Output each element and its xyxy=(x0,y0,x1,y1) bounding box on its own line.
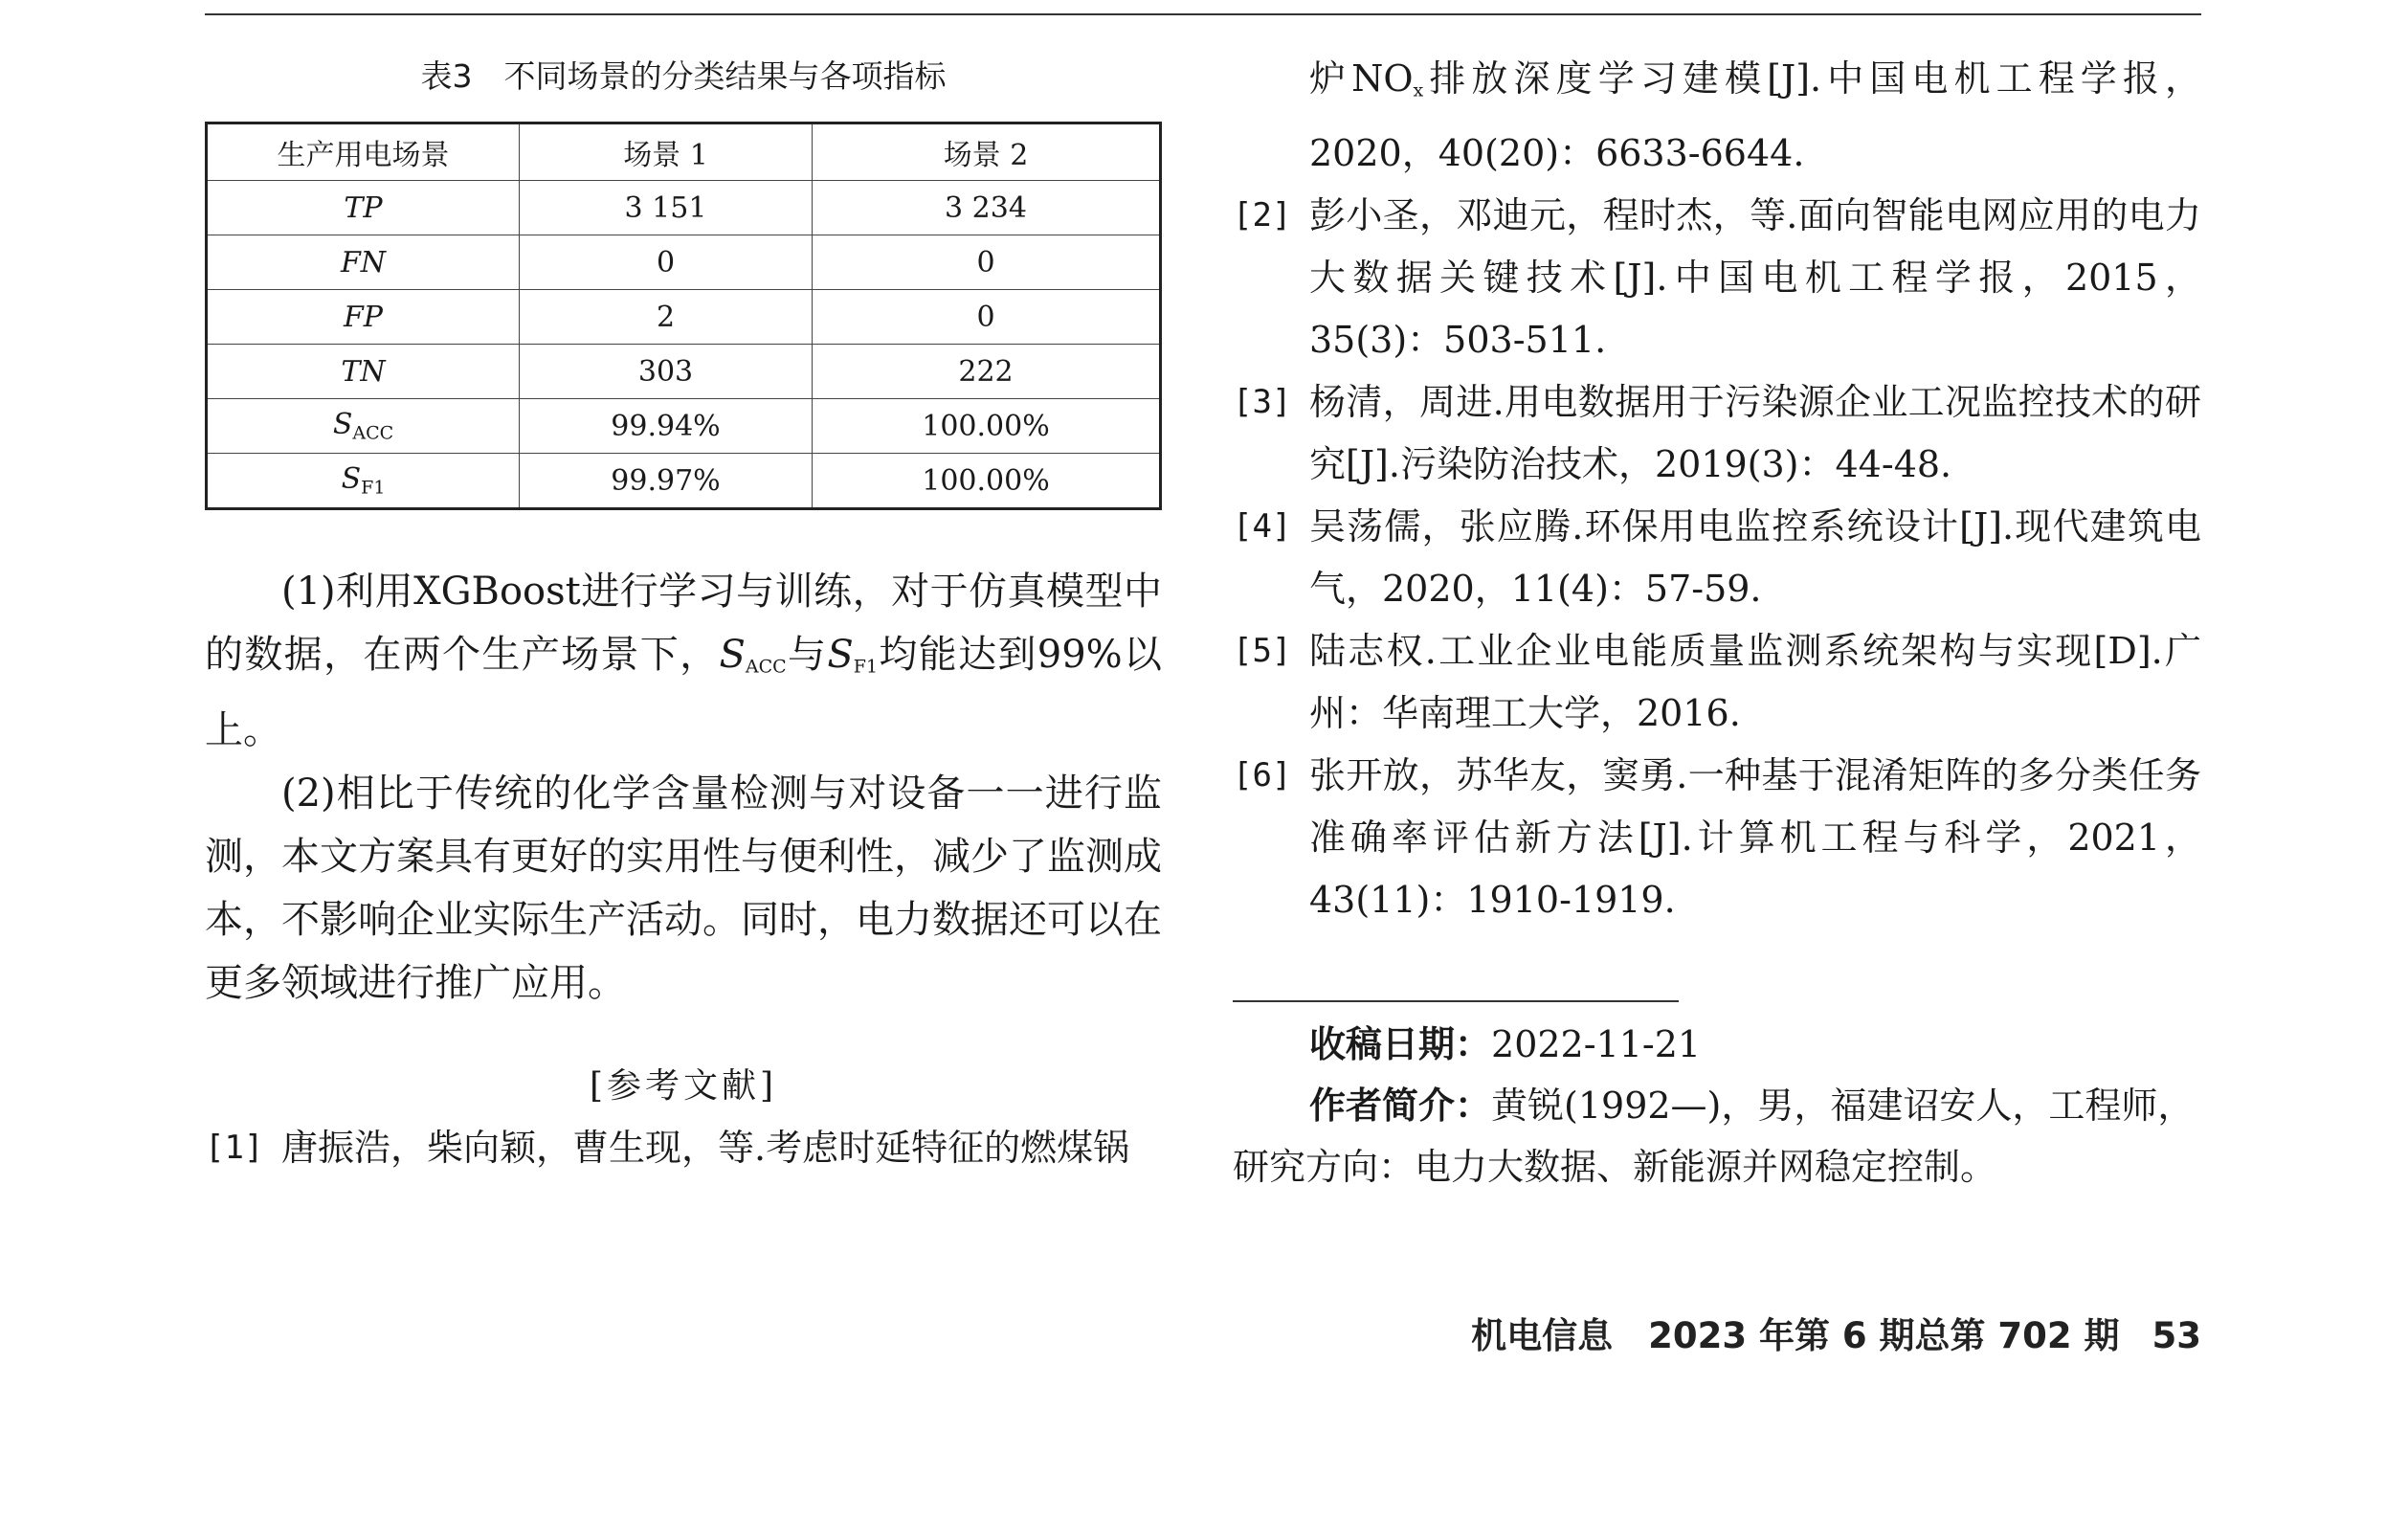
table-cell: 222 xyxy=(813,345,1161,399)
reference-number: [1] xyxy=(205,1128,264,1167)
reference-item-continued xyxy=(1233,48,2201,185)
symbol-main: S xyxy=(341,462,362,497)
conclusion-paragraph-1: (1)利用XGBoost进行学习与训练，对于仿真模型中的数据，在两个生产场景下，$S_{ACC}$与$S_{F1}$均能达到99%以上。 xyxy=(205,570,1163,752)
table-cell: 3 234 xyxy=(813,181,1161,235)
journal-issue: 机电信息 2023 年第 6 期总第 702 期 xyxy=(1471,1315,2120,1356)
row-label-tp: TP xyxy=(207,181,520,235)
reference-item xyxy=(1233,185,2201,371)
row-label-sacc xyxy=(207,399,520,454)
symbol-subscript: F1 xyxy=(853,656,879,678)
symbol-subscript: ACC xyxy=(745,656,787,678)
reference-text: 张开放，苏华友，窦勇.一种基于混淆矩阵的多分类任务准确率评估新方法[J].计算机工程与科学，2021，43(11)：1910-1919. xyxy=(1309,753,2201,921)
row-label-fp: FP xyxy=(207,290,520,345)
reference-item xyxy=(1233,745,2201,931)
reference-text: 彭小圣，邓迪元，程时杰，等.面向智能电网应用的电力大数据关键技术[J].中国电机工程学报，2015，35(3)：503-511. xyxy=(1309,193,2201,361)
table-row xyxy=(207,235,1161,290)
page-footer xyxy=(1471,1307,2201,1358)
table-header-cell: 生产用电场景 xyxy=(207,123,520,181)
reference-text: 炉$NO_x$排放深度学习建模[J].中国电机工程学报，2020，40(20)：6633-6644. xyxy=(1309,57,2202,174)
table-header-row xyxy=(207,123,1161,181)
row-label-sf1 xyxy=(207,454,520,509)
row-label-fn: FN xyxy=(207,235,520,290)
table-header-cell: 场景 2 xyxy=(813,123,1161,181)
reference-number: [4] xyxy=(1233,506,1292,546)
table-row xyxy=(207,181,1161,235)
symbol-subscript: F1 xyxy=(361,477,386,499)
table-cell: 303 xyxy=(520,345,813,399)
reference-item xyxy=(1233,371,2201,496)
symbol-main: S xyxy=(719,633,746,677)
header-rule xyxy=(205,13,2201,15)
symbol-main: S xyxy=(332,408,353,442)
reference-item xyxy=(205,1117,1162,1179)
reference-item xyxy=(1233,496,2201,620)
table-cell: 3 151 xyxy=(520,181,813,235)
conclusion-paragraph-2: (2)相比于传统的化学含量检测与对设备一一进行监测，本文方案具有更好的实用性与便利性，减少了监测成本，不影响企业实际生产活动。同时，电力数据还可以在更多领域进行推广应用。 xyxy=(205,771,1162,1005)
received-date xyxy=(1233,1014,2201,1075)
reference-text: 陆志权.工业企业电能质量监测系统架构与实现[D].广州：华南理工大学，2016. xyxy=(1309,629,2201,734)
right-column xyxy=(1233,48,2201,1197)
symbol-main: S xyxy=(827,633,854,677)
reference-text: 吴荡儒，张应腾.环保用电监控系统设计[J].现代建筑电气，2020，11(4)：57-59. xyxy=(1309,504,2201,610)
author-label: 作者简介： xyxy=(1309,1084,1492,1127)
table-cell: 0 xyxy=(520,235,813,290)
left-column xyxy=(205,48,1162,1179)
table-row xyxy=(207,399,1161,454)
author-bio xyxy=(1233,1075,2201,1197)
table-row xyxy=(207,454,1161,509)
table-cell: 99.97% xyxy=(520,454,813,509)
reference-item xyxy=(1233,620,2201,745)
table-row xyxy=(207,345,1161,399)
reference-number: [2] xyxy=(1233,195,1292,235)
received-label: 收稿日期： xyxy=(1309,1022,1492,1065)
reference-number: [6] xyxy=(1233,755,1292,794)
table-cell: 100.00% xyxy=(813,399,1161,454)
table-cell: 99.94% xyxy=(520,399,813,454)
results-table xyxy=(205,122,1162,510)
table-caption: 表3 不同场景的分类结果与各项指标 xyxy=(420,57,947,95)
symbol-subscript: ACC xyxy=(352,422,394,444)
received-value: 2022-11-21 xyxy=(1491,1022,1702,1065)
table-cell: 100.00% xyxy=(813,454,1161,509)
table-cell: 0 xyxy=(813,290,1161,345)
references-title: [参考文献] xyxy=(589,1065,778,1106)
reference-number: [5] xyxy=(1233,631,1292,670)
author-value: 黄锐(1992—)，男，福建诏安人，工程师，研究方向：电力大数据、新能源并网稳定控制。 xyxy=(1233,1084,2195,1188)
reference-text: 唐振浩，柴向颖，曹生现，等.考虑时延特征的燃煤锅 xyxy=(281,1126,1130,1169)
footnote-rule xyxy=(1233,1000,1679,1002)
reference-text: 杨清，周进.用电数据用于污染源企业工况监控技术的研究[J].污染防治技术，2019(3)：44-48. xyxy=(1309,380,2201,485)
table-row xyxy=(207,290,1161,345)
page-number: 53 xyxy=(2152,1315,2201,1356)
table-cell: 0 xyxy=(813,235,1161,290)
table-cell: 2 xyxy=(520,290,813,345)
chemical-subscript: x xyxy=(1413,79,1424,101)
row-label-tn: TN xyxy=(207,345,520,399)
table-header-cell: 场景 1 xyxy=(520,123,813,181)
reference-number: [3] xyxy=(1233,382,1292,421)
